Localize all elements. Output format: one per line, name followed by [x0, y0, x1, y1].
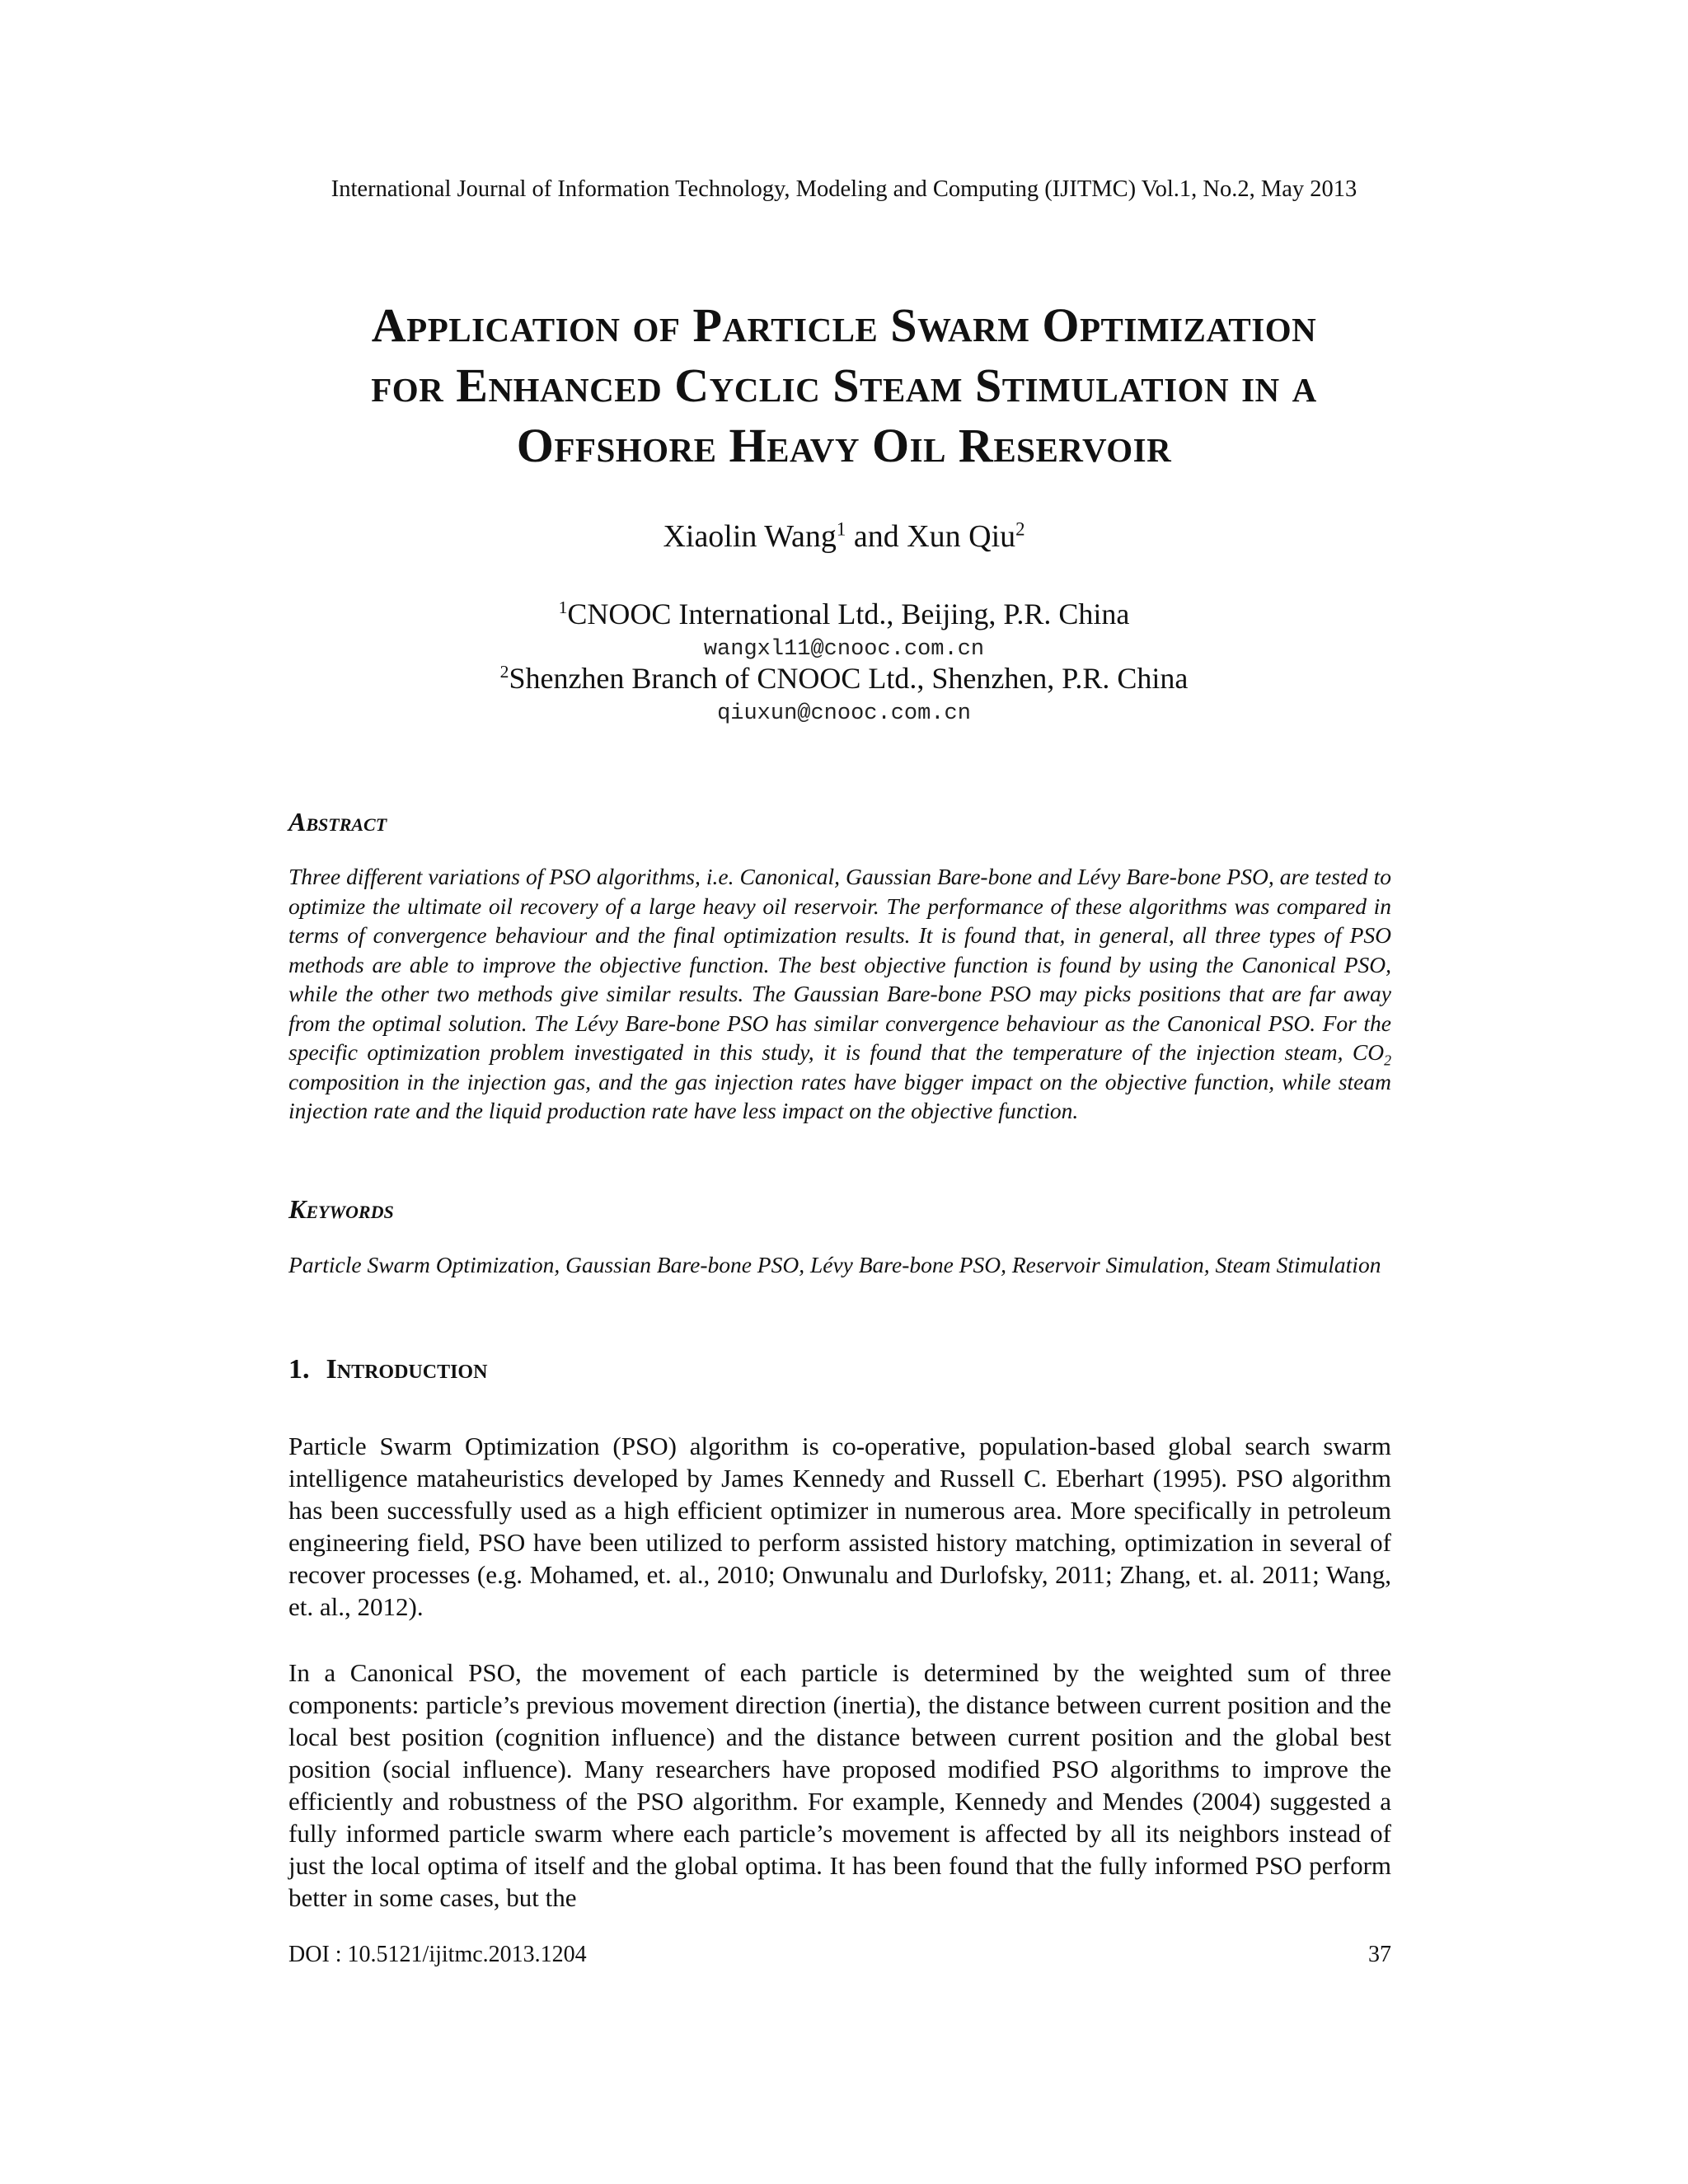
abstract-heading: Abstract	[288, 807, 387, 837]
author-1-affiliation-mark: 1	[836, 518, 846, 540]
abstract-text-part-2: composition in the injection gas, and the gas injection rates have bigger impact on the objective function, while steam injection rate and the liquid production rate have less impact on the objective function.	[288, 1068, 1391, 1123]
title-line-3: Offshore Heavy Oil Reservoir	[516, 419, 1172, 472]
introduction-paragraph-1: Particle Swarm Optimization (PSO) algorithm is co-operative, population-based global search swarm intelligence mataheuristics developed by James Kennedy and Russell C. Eberhart (1995). PSO algorithm has been successfully used as a high efficient optimizer in numerous area. More specifically in petroleum engineering field, PSO have been utilized to perform assisted history matching, optimization in several of recover processes (e.g. Mohamed, et. al., 2010; Onwunalu and Durlofsky, 2011; Zhang, et. al. 2011; Wang, et. al., 2012).	[288, 1432, 1391, 1621]
author-1-name: Xiaolin Wang	[663, 519, 837, 554]
affiliation-1-name: CNOOC International Ltd., Beijing, P.R. China	[567, 598, 1130, 630]
section-number: 1.	[288, 1354, 310, 1385]
introduction-heading	[288, 1353, 487, 1386]
keywords-heading: Keywords	[288, 1194, 394, 1224]
affiliation-2-mark: 2	[499, 662, 509, 682]
author-joiner: and	[846, 519, 907, 554]
title-line-2: for Enhanced Cyclic Steam Stimulation in a	[371, 359, 1317, 412]
doi-footer: DOI : 10.5121/ijitmc.2013.1204	[288, 1942, 587, 1967]
affiliation-2-name: Shenzhen Branch of CNOOC Ltd., Shenzhen, P.R. China	[509, 662, 1189, 695]
affiliation-1-email[interactable]: wangxl11@cnooc.com.cn	[703, 637, 985, 662]
affiliation-2	[0, 660, 1688, 696]
author-2-name: Xun Qiu	[907, 519, 1016, 554]
introduction-paragraph-2: In a Canonical PSO, the movement of each particle is determined by the weighted sum of three components: particle’s previous movement direction (inertia), the distance between current position and the local best position (cognition influence) and the distance between current position and the global best position (social influence). Many researchers have proposed modified PSO algorithms to improve the efficiently and robustness of the PSO algorithm. For example, Kennedy and Mendes (2004) suggested a fully informed particle swarm where each particle’s movement is affected by all its neighbors instead of just the local optima of itself and the global optima. It has been found that the fully informed PSO perform better in some cases, but the	[288, 1658, 1391, 1912]
affiliation-1-mark: 1	[558, 598, 568, 617]
section-title: Introduction	[326, 1354, 488, 1385]
affiliation-2-email[interactable]: qiuxun@cnooc.com.cn	[717, 701, 971, 726]
title-line-1: Application of Particle Swarm Optimization	[371, 298, 1317, 352]
affiliation-1	[0, 596, 1688, 632]
co2-formula: $CO_2$	[1352, 1039, 1391, 1069]
page-number: 37	[1368, 1942, 1391, 1967]
abstract-text-part-1: Three different variations of PSO algorithms, i.e. Canonical, Gaussian Bare-bone and Lévy Bare-bone PSO, are tested to optimize the ultimate oil recovery of a large heavy oil reservoir. The performance of these algorithms was compared in terms of convergence behaviour and the final optimization results. It is found that, in general, all three types of PSO methods are able to improve the objective function. The best objective function is found by using the Canonical PSO, while the other two methods give similar results. The Gaussian Bare-bone PSO may picks positions that are far away from the optimal solution. The Lévy Bare-bone PSO has similar convergence behaviour as the Canonical PSO. For the specific optimization problem investigated in this study, it is found that the temperature of the injection steam,	[288, 864, 1391, 1065]
paper-title	[0, 295, 1688, 476]
running-header: International Journal of Information Technology, Modeling and Computing (IJITMC) Vol.1, No.2, May 2013	[331, 176, 1357, 202]
author-list	[0, 518, 1688, 555]
abstract-body	[288, 862, 1391, 1126]
author-2-affiliation-mark: 2	[1015, 518, 1025, 540]
keywords-body: Particle Swarm Optimization, Gaussian Bare-bone PSO, Lévy Bare-bone PSO, Reservoir Simulation, Steam Stimulation	[288, 1252, 1381, 1277]
